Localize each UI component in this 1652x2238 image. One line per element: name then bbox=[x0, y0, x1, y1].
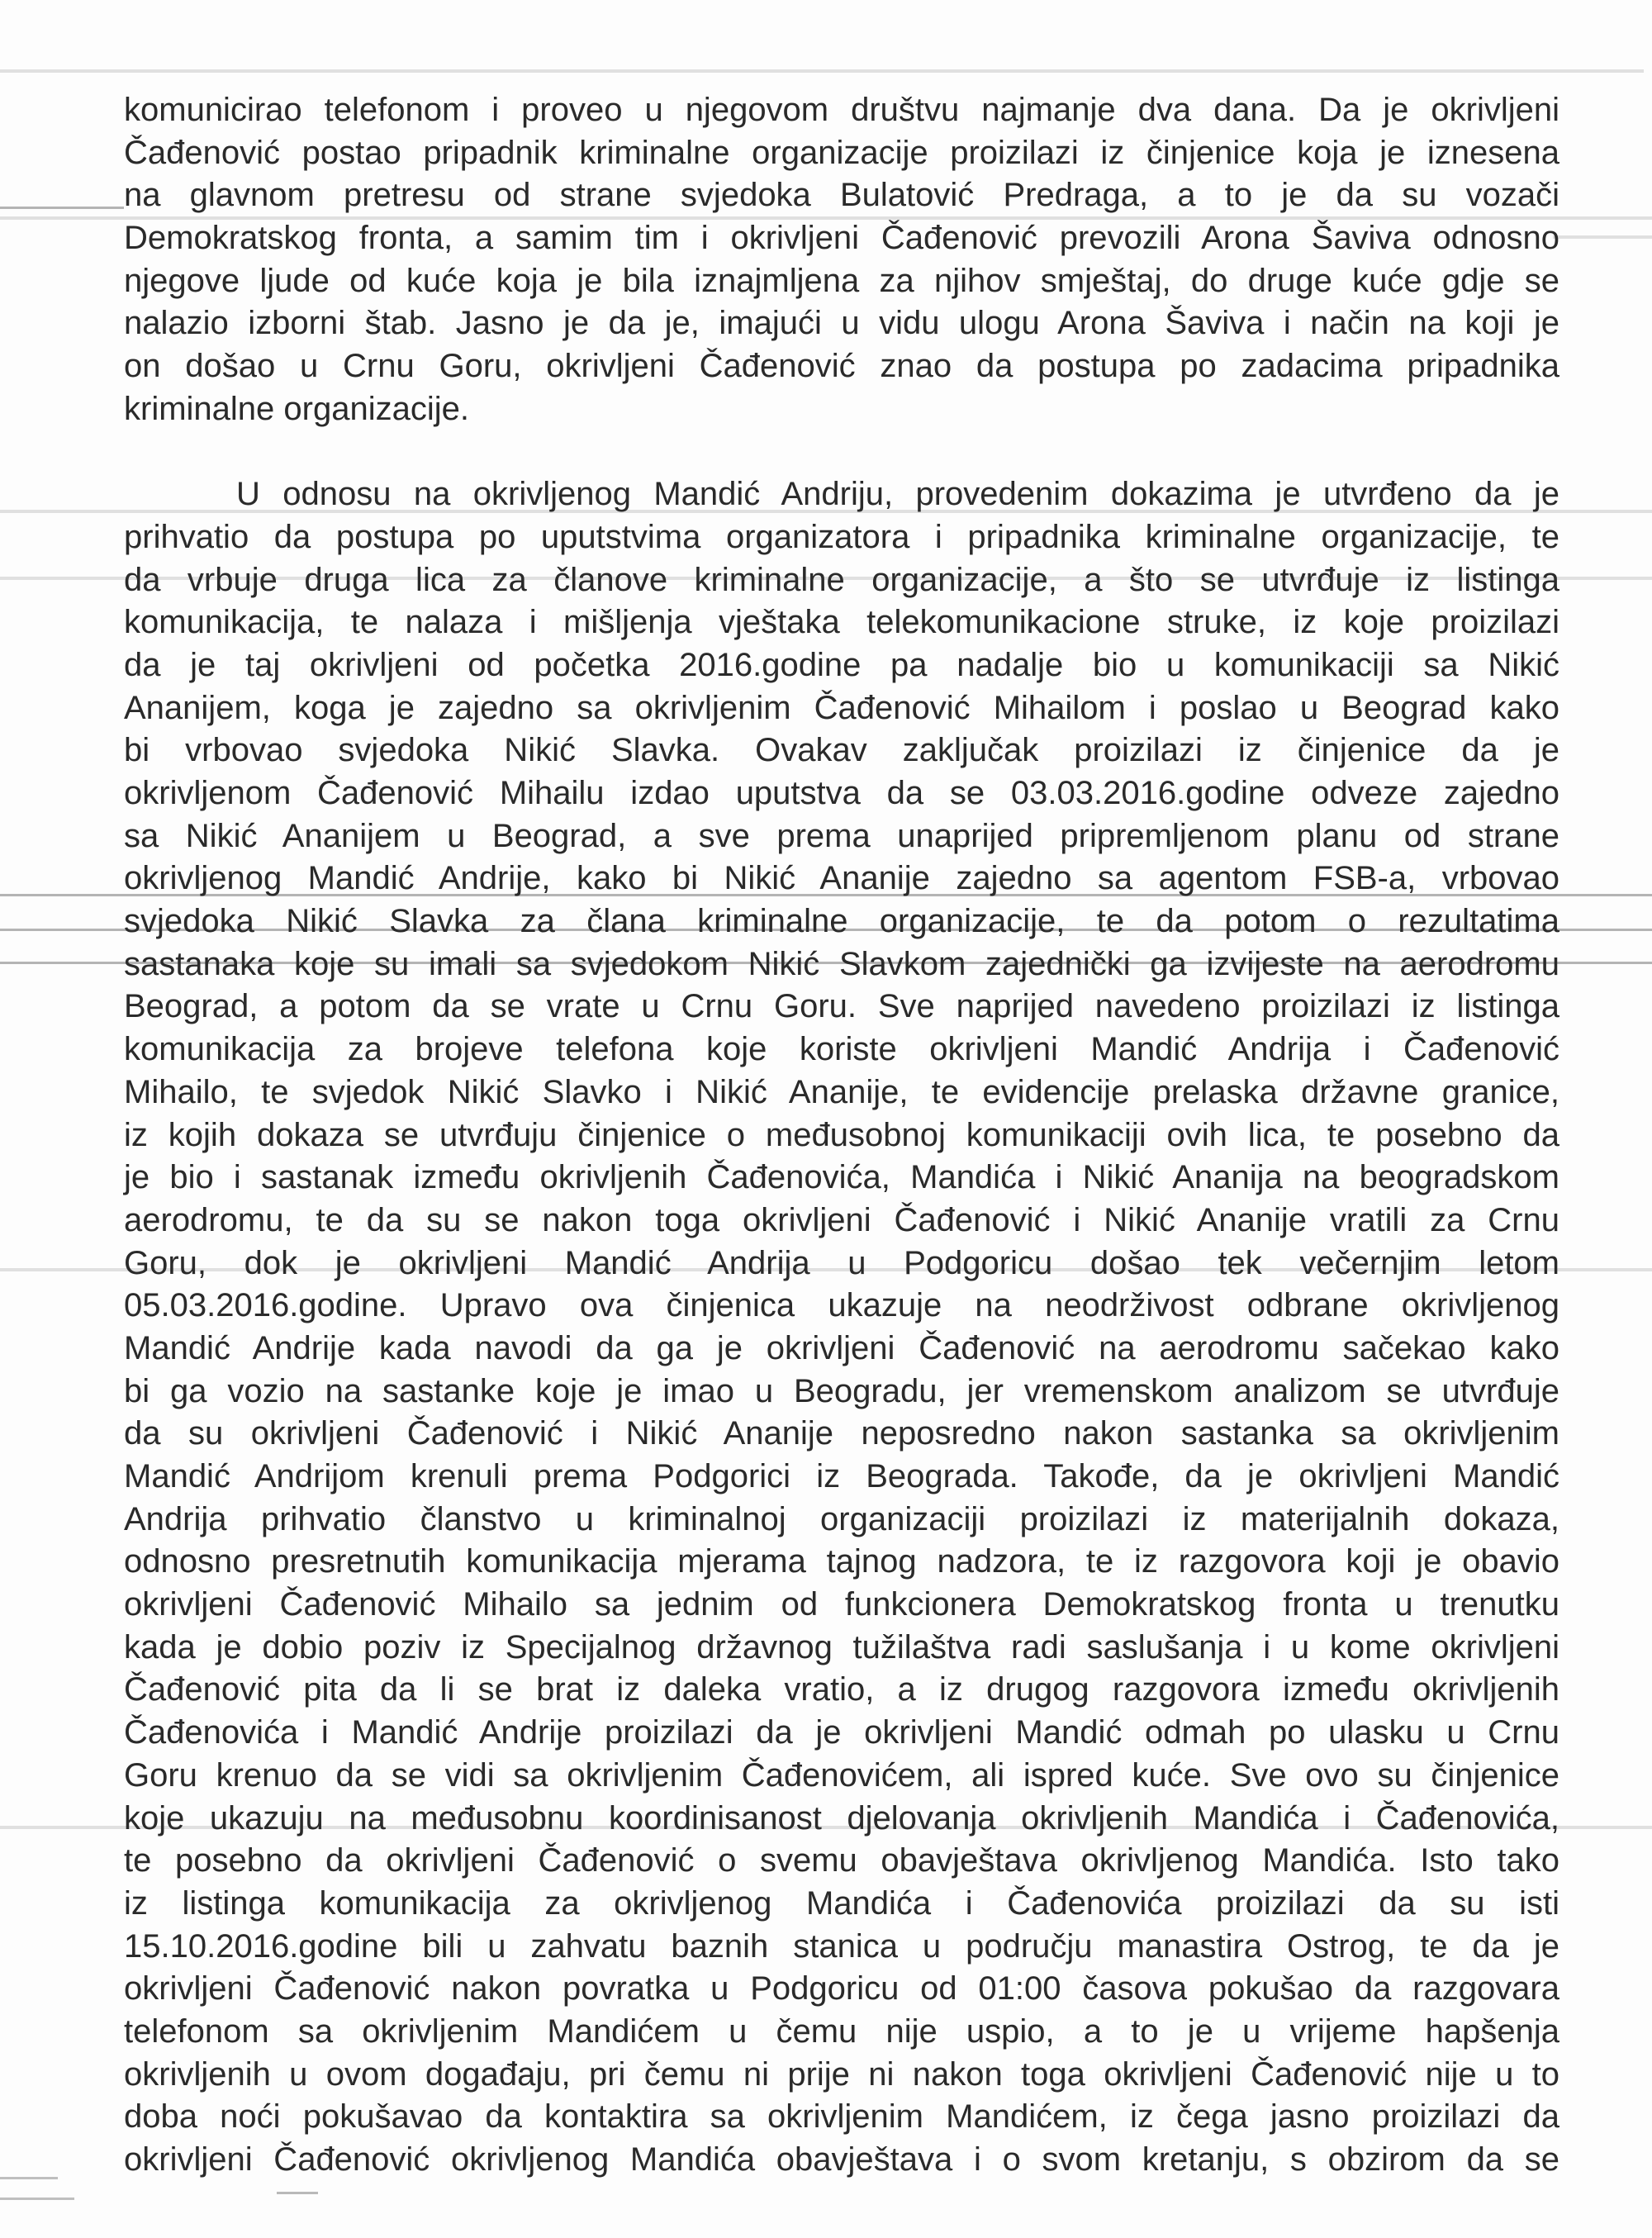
text-line: iz listinga komunikacija za okrivljenog Mandića i Čađenovića proizilazi da su isti bbox=[124, 1884, 1559, 1922]
text-line: bi vrbovao svjedoka Nikić Slavka. Ovakav zaključak proizilazi iz činjenice da je bbox=[124, 732, 1559, 769]
text-line: 15.10.2016.godine bili u zahvatu baznih stanica u području manastira Ostrog, te da je bbox=[124, 1927, 1559, 1965]
text-line: Čađenović pita da li se brat iz daleka vratio, a iz drugog razgovora između okrivljenih bbox=[124, 1671, 1559, 1708]
text-line: okrivljeni Čađenović okrivljenog Mandića obavještava i o svom kretanju, s obzirom da se bbox=[124, 2141, 1559, 2178]
text-line: svjedoka Nikić Slavka za člana kriminalne organizacije, te da potom o rezultatima bbox=[124, 903, 1559, 940]
scan-mark bbox=[277, 2192, 318, 2194]
text-line: sastanaka koje su imali sa svjedokom Nikić Slavkom zajednički ga izvijeste na aerodromu bbox=[124, 945, 1559, 982]
paragraph-gap bbox=[124, 431, 1559, 474]
text-line: bi ga vozio na sastanke koje je imao u Beogradu, jer vremenskom analizom se utvrđuje bbox=[124, 1372, 1559, 1409]
text-line: koje ukazuju na međusobnu koordinisanost djelovanja okrivljenih Mandića i Čađenovića, bbox=[124, 1799, 1559, 1836]
text-line: da vrbuje druga lica za članove kriminalne organizacije, a što se utvrđuje iz listinga bbox=[124, 561, 1559, 598]
scan-streak bbox=[1553, 235, 1652, 239]
text-line: na glavnom pretresu od strane svjedoka Bulatović Predraga, a to je da su vozači bbox=[124, 177, 1559, 214]
text-line: okrivljenom Čađenović Mihailu izdao uputstva da se 03.03.2016.godine odveze zajedno bbox=[124, 775, 1559, 811]
text-line: aerodromu, te da su se nakon toga okrivljeni Čađenović i Nikić Ananije vratili za Crnu bbox=[124, 1201, 1559, 1238]
text-line: sa Nikić Ananijem u Beograd, a sve prema unaprijed pripremljenom planu od strane bbox=[124, 817, 1559, 854]
text-line: Andrija prihvatio članstvo u kriminalnoj organizaciji proizilazi iz materijalnih dokaza, bbox=[124, 1500, 1559, 1537]
text-line: Goru, dok je okrivljeni Mandić Andrija u Podgoricu došao tek večernjim letom bbox=[124, 1244, 1559, 1281]
scan-streak bbox=[0, 207, 124, 209]
text-line: Čađenovića i Mandić Andrije proizilazi da je okrivljeni Mandić odmah po ulasku u Crnu bbox=[124, 1714, 1559, 1751]
text-line: Beograd, a potom da se vrate u Crnu Goru. Sve naprijed navedeno proizilazi iz listinga bbox=[124, 988, 1559, 1025]
text-line: njegove ljude od kuće koja je bila iznajmljena za njihov smještaj, do druge kuće gdje se bbox=[124, 262, 1559, 299]
text-line: okrivljenog Mandić Andrije, kako bi Nikić Ananije zajedno sa agentom FSB-a, vrbovao bbox=[124, 860, 1559, 897]
scan-streak bbox=[0, 2177, 58, 2179]
text-line: Mandić Andrije kada navodi da ga je okrivljeni Čađenović na aerodromu sačekao kako bbox=[124, 1329, 1559, 1366]
document-body bbox=[124, 89, 1559, 2182]
text-line: okrivljenih u ovom događaju, pri čemu ni prije ni nakon toga okrivljeni Čađenović nije u to bbox=[124, 2055, 1559, 2093]
text-line: odnosno presretnutih komunikacija mjerama tajnog nadzora, te iz razgovora koji je obavio bbox=[124, 1543, 1559, 1580]
text-line: da je taj okrivljeni od početka 2016.godine pa nadalje bio u komunikaciji sa Nikić bbox=[124, 646, 1559, 683]
text-line: on došao u Crnu Goru, okrivljeni Čađenović znao da postupa po zadacima pripadnika bbox=[124, 348, 1559, 385]
text-line: iz kojih dokaza se utvrđuju činjenice o međusobnoj komunikaciji ovih lica, te posebno da bbox=[124, 1116, 1559, 1153]
text-line: prihvatio da postupa po uputstvima organizatora i pripadnika kriminalne organizacije, te bbox=[124, 518, 1559, 555]
text-line: komunicirao telefonom i proveo u njegovom društvu najmanje dva dana. Da je okrivljeni bbox=[124, 92, 1559, 128]
text-line: komunikacija, te nalaza i mišljenja vještaka telekomunikacione struke, iz koje proizilazi bbox=[124, 604, 1559, 641]
text-line: kada je dobio poziv iz Specijalnog državnog tužilaštva radi saslušanja i u kome okrivljeni bbox=[124, 1628, 1559, 1665]
text-line: Goru krenuo da se vidi sa okrivljenim Čađenovićem, ali ispred kuće. Sve ovo su činjenice bbox=[124, 1756, 1559, 1794]
paragraph bbox=[124, 89, 1559, 431]
paragraph bbox=[124, 473, 1559, 2182]
text-line: Ananijem, koga je zajedno sa okrivljenim Čađenović Mihailom i poslao u Beograd kako bbox=[124, 689, 1559, 726]
text-line: doba noći pokušavao da kontaktira sa okrivljenim Mandićem, iz čega jasno proizilazi da bbox=[124, 2098, 1559, 2136]
text-line: nalazio izborni štab. Jasno je da je, imajući u vidu ulogu Arona Šaviva i način na koji je bbox=[124, 305, 1559, 342]
text-line: okrivljeni Čađenović Mihailo sa jednim od funkcionera Demokratskog fronta u trenutku bbox=[124, 1586, 1559, 1623]
text-line: telefonom sa okrivljenim Mandićem u čemu nije uspio, a to je u vrijeme hapšenja bbox=[124, 2012, 1559, 2050]
text-line: komunikacija za brojeve telefona koje koriste okrivljeni Mandić Andrija i Čađenović bbox=[124, 1031, 1559, 1068]
text-line: da su okrivljeni Čađenović i Nikić Ananije neposredno nakon sastanka sa okrivljenim bbox=[124, 1415, 1559, 1452]
text-line: je bio i sastanak između okrivljenih Čađenovića, Mandića i Nikić Ananija na beogradskom bbox=[124, 1159, 1559, 1196]
text-line: Demokratskog fronta, a samim tim i okrivljeni Čađenović prevozili Arona Šaviva odnosno bbox=[124, 220, 1559, 257]
scan-streak bbox=[0, 2198, 74, 2200]
text-line: Mandić Andrijom krenuli prema Podgorici iz Beograda. Takođe, da je okrivljeni Mandić bbox=[124, 1458, 1559, 1494]
text-line: 05.03.2016.godine. Upravo ova činjenica ukazuje na neodrživost odbrane okrivljenog bbox=[124, 1287, 1559, 1324]
text-line: Čađenović postao pripadnik kriminalne organizacije proizilazi iz činjenice koja je iznesena bbox=[124, 134, 1559, 171]
text-line: U odnosu na okrivljenog Mandić Andriju, provedenim dokazima je utvrđeno da je bbox=[236, 476, 1559, 513]
text-line: kriminalne organizacije. bbox=[124, 390, 469, 427]
text-line: Mihailo, te svjedok Nikić Slavko i Nikić Ananije, te evidencije prelaska državne granice, bbox=[124, 1073, 1559, 1110]
scan-streak bbox=[0, 69, 1644, 73]
text-line: okrivljeni Čađenović nakon povratka u Podgoricu od 01:00 časova pokušao da razgovara bbox=[124, 1970, 1559, 2008]
text-line: te posebno da okrivljeni Čađenović o svemu obavještava okrivljenog Mandića. Isto tako bbox=[124, 1842, 1559, 1879]
